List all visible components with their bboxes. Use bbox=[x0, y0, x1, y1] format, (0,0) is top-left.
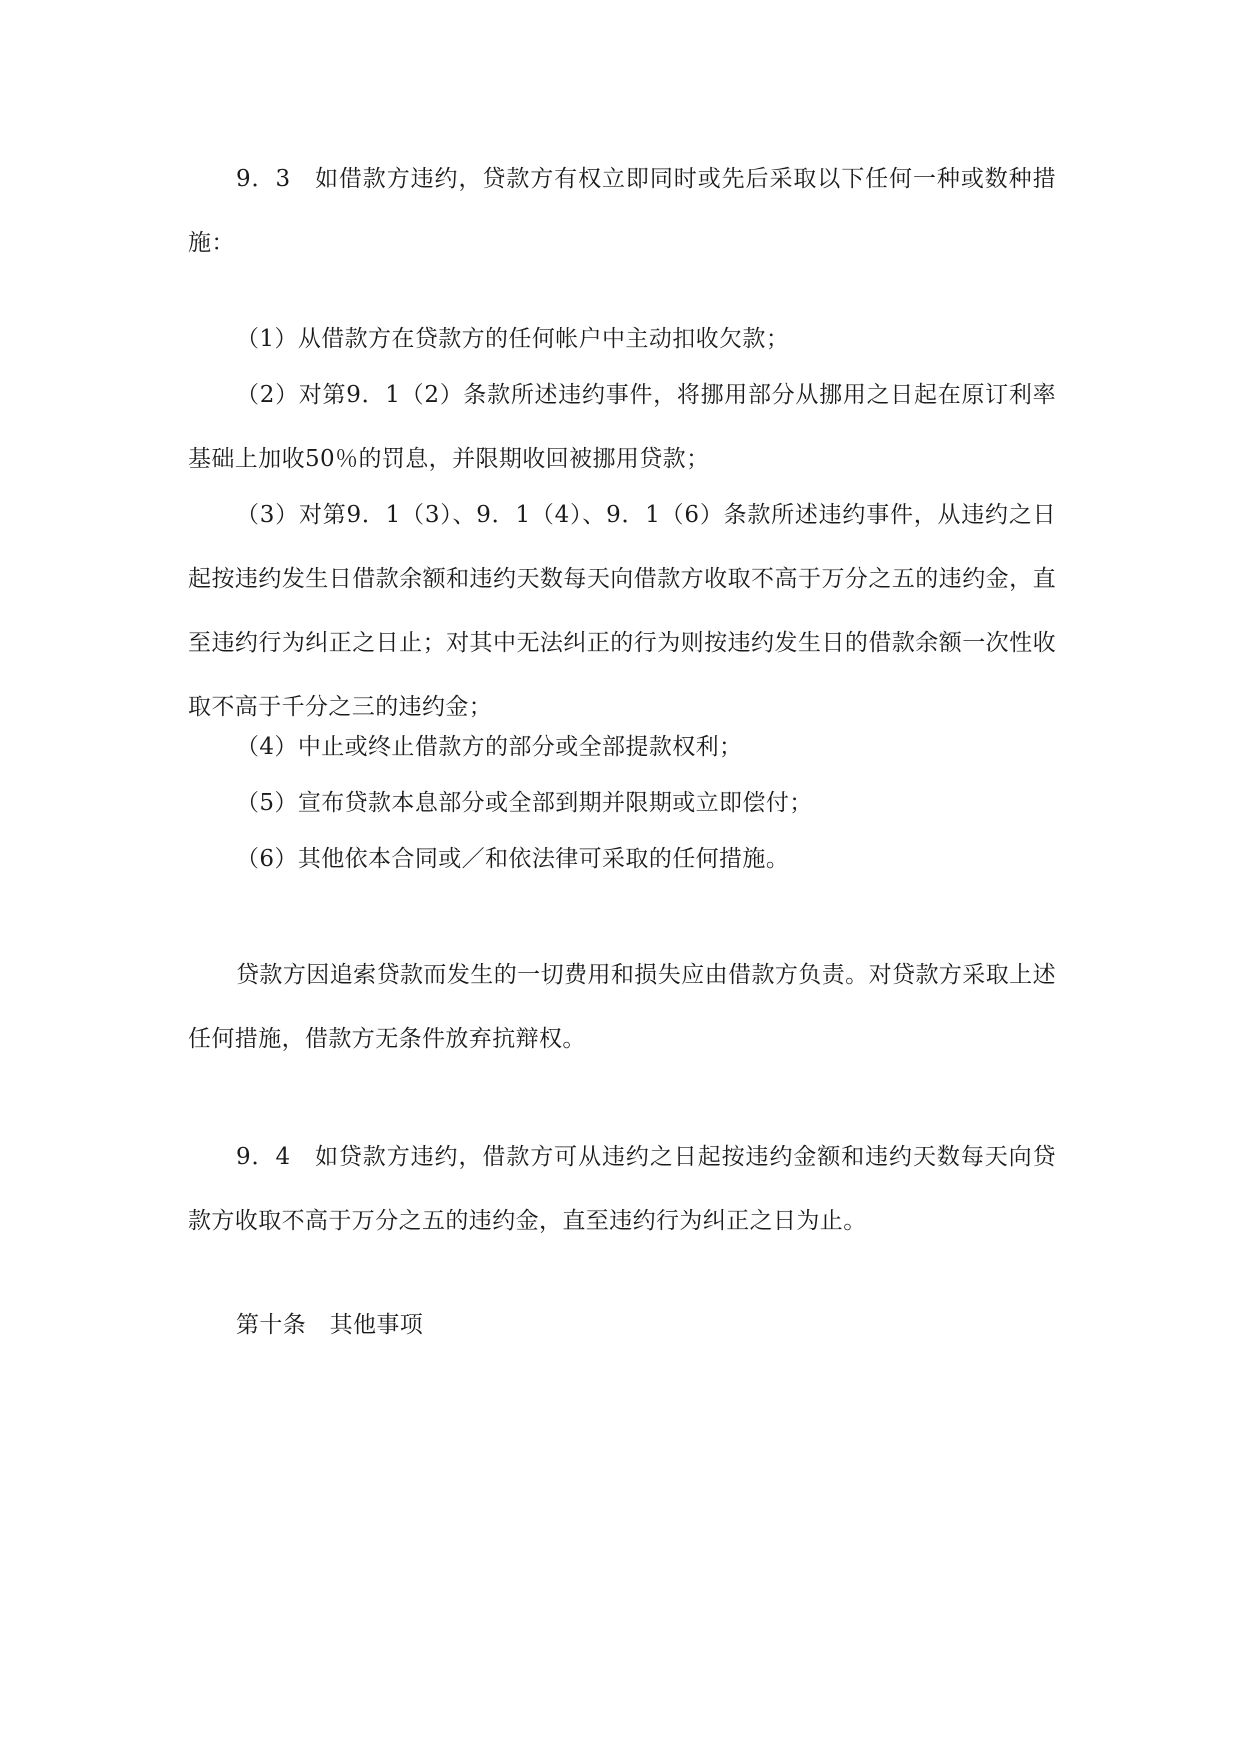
measure-item-1: （1）从借款方在贷款方的任何帐户中主动扣收欠款； bbox=[236, 326, 790, 352]
measure-item-4: （4）中止或终止借款方的部分或全部提款权利； bbox=[236, 734, 743, 760]
measure-item-3: （3）对第9．1（3）、9．1（4）、9．1（6）条款所述违约事件，从违约之日起按违约发生日借款余额和违约天数每天向借款方收取不高于万分之五的违约金，直至违约行为纠正之日止；对其中无法纠正的行为则按违约发生日的借款余额一次性收取不高于千分之三的违约金； bbox=[188, 502, 1056, 720]
measure-item-6: （6）其他依本合同或／和依法律可采取的任何措施。 bbox=[236, 846, 790, 872]
measure-item-2: （2）对第9．1（2）条款所述违约事件，将挪用部分从挪用之日起在原订利率基础上加收50％的罚息，并限期收回被挪用贷款； bbox=[188, 382, 1056, 472]
measure-item-5: （5）宣布贷款本息部分或全部到期并限期或立即偿付； bbox=[236, 790, 813, 816]
costs-paragraph: 贷款方因追索贷款而发生的一切费用和损失应由借款方负责。对贷款方采取上述任何措施，借款方无条件放弃抗辩权。 bbox=[188, 962, 1056, 1052]
clause-9-4: 9．4 如贷款方违约，借款方可从违约之日起按违约金额和违约天数每天向贷款方收取不高于万分之五的违约金，直至违约行为纠正之日为止。 bbox=[188, 1144, 1056, 1234]
article-10-heading: 第十条 其他事项 bbox=[236, 1312, 424, 1338]
clause-9-3: 9．3 如借款方违约，贷款方有权立即同时或先后采取以下任何一种或数种措施： bbox=[188, 166, 1056, 256]
